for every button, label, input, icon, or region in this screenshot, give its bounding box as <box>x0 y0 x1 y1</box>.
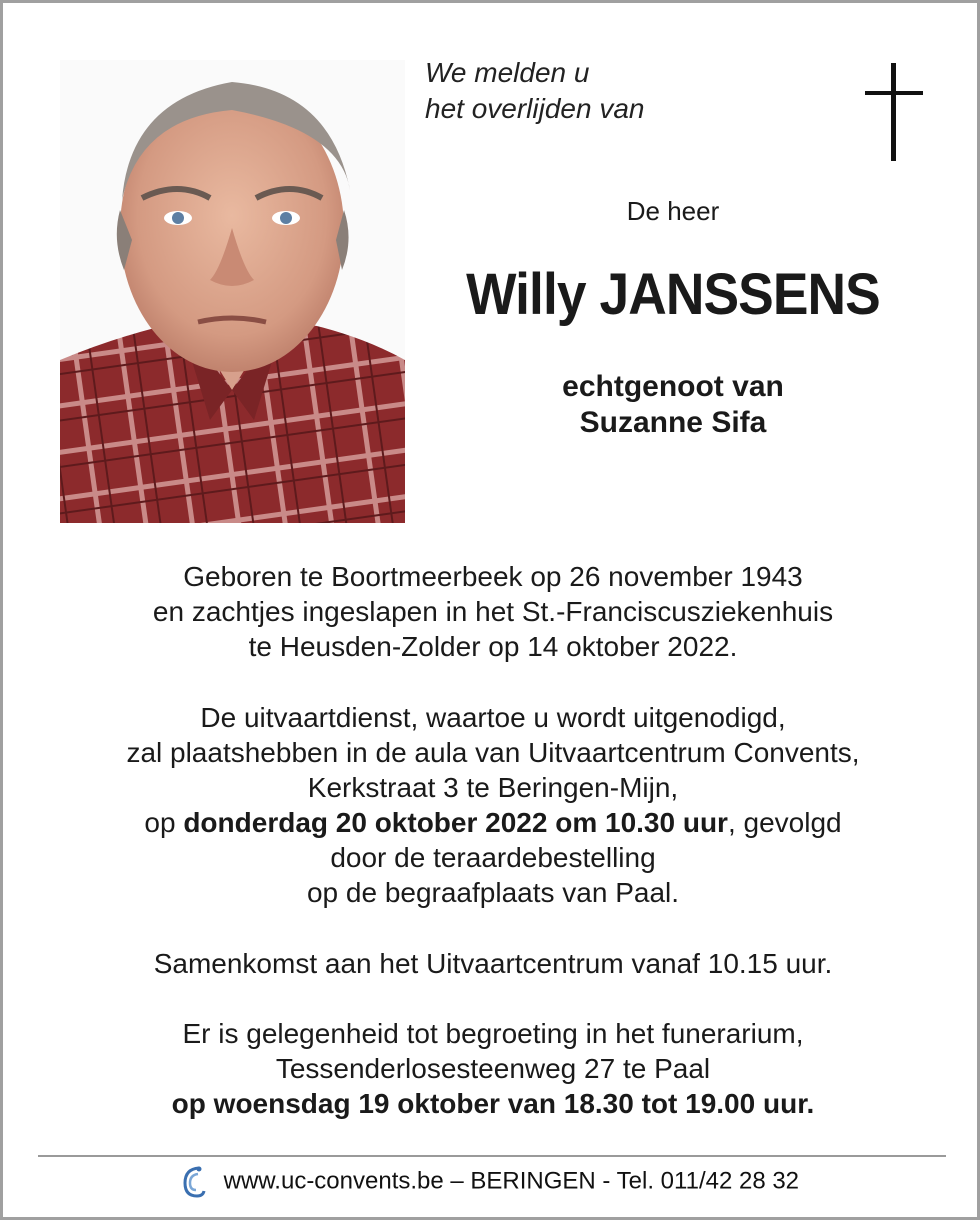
born-line-3: te Heusden-Zolder op 14 oktober 2022. <box>248 631 738 662</box>
visitation-line-1: Er is gelegenheid tot begroeting in het funerarium, <box>182 1018 804 1049</box>
deceased-name: Willy JANSSENS <box>466 262 880 327</box>
spouse-name: Suzanne Sifa <box>579 406 767 439</box>
footer <box>3 1163 977 1200</box>
spouse-block <box>413 369 933 441</box>
born-line-1: Geboren te Boortmeerbeek op 26 november 1943 <box>183 561 803 592</box>
intro-text <box>425 55 644 127</box>
service-line-4 <box>33 805 953 840</box>
cross-icon <box>865 63 923 161</box>
service-line-1: De uitvaartdienst, waartoe u wordt uitgenodigd, <box>200 702 786 733</box>
footer-divider <box>38 1155 946 1157</box>
born-line-2: en zachtjes ingeslapen in het St.-Franciscusziekenhuis <box>152 596 834 627</box>
visitation-line-2: Tessenderlosesteenweg 27 te Paal <box>275 1053 711 1084</box>
service-line-4-suffix: , gevolgd <box>727 807 842 838</box>
service-line-2: zal plaatshebben in de aula van Uitvaartcentrum Convents, <box>126 737 860 768</box>
visitation-paragraph <box>33 1016 953 1121</box>
honorific: De heer <box>626 196 720 226</box>
intro-line-2: het overlijden van <box>425 93 645 124</box>
service-paragraph <box>33 700 953 910</box>
spouse-relation: echtgenoot van <box>562 370 784 403</box>
service-line-6: op de begraafplaats van Paal. <box>306 877 680 908</box>
service-line-3: Kerkstraat 3 te Beringen-Mijn, <box>307 772 679 803</box>
birth-death-paragraph <box>33 559 953 664</box>
visitation-line-3: op woensdag 19 oktober van 18.30 tot 19.00 uur. <box>171 1088 815 1119</box>
portrait-photo <box>60 60 405 523</box>
service-line-4-prefix: op <box>144 807 184 838</box>
uc-convents-logo-icon <box>181 1165 207 1199</box>
service-line-5: door de teraardebestelling <box>330 842 656 873</box>
gathering-line: Samenkomst aan het Uitvaartcentrum vanaf 10.15 uur. <box>153 948 833 979</box>
intro-line-1: We melden u <box>425 57 590 88</box>
service-datetime: donderdag 20 oktober 2022 om 10.30 uur <box>183 807 728 838</box>
footer-contact: www.uc-convents.be – BERINGEN - Tel. 011/42 28 32 <box>223 1167 800 1195</box>
